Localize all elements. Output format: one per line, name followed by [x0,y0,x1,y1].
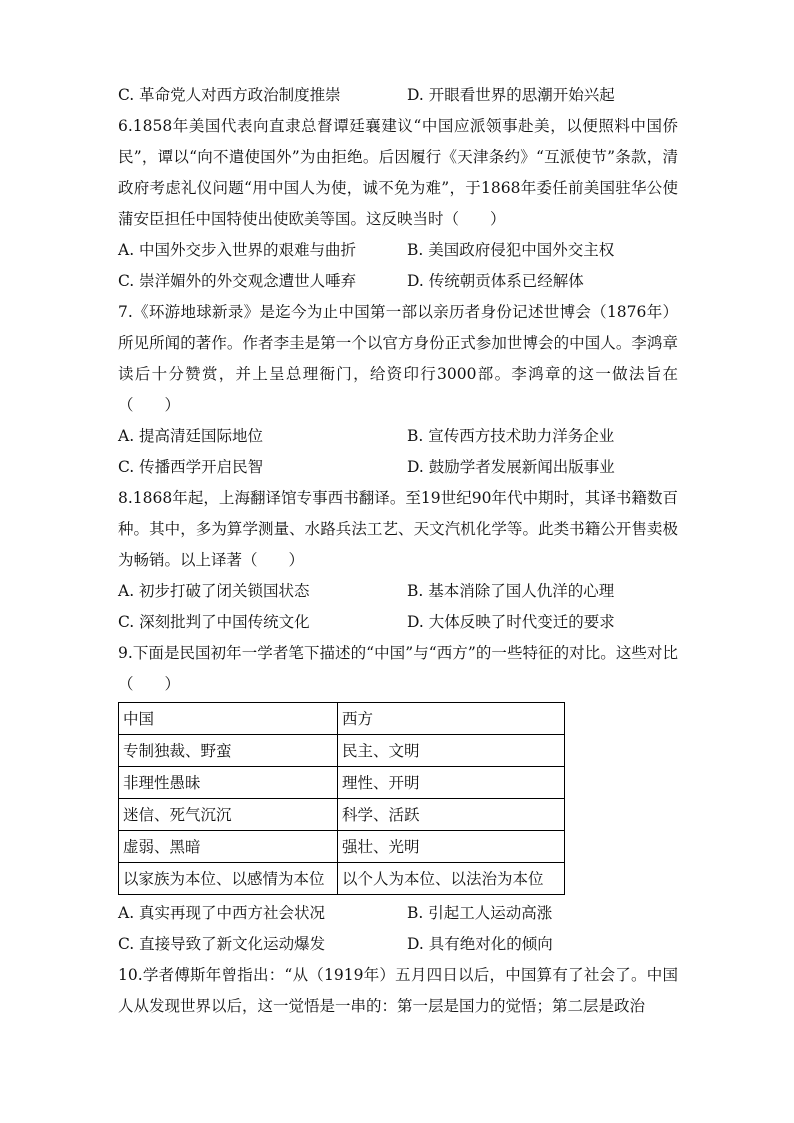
q8-option-d: D. 大体反映了时代变迁的要求 [407,613,615,631]
q9-options-row-2 [118,929,678,960]
table-header-china: 中国 [119,703,338,735]
table-row [119,863,565,895]
q6-stem: 6.1858年美国代表向直隶总督谭廷襄建议“中国应派领事赴美，以便照料中国侨民”，谭以“向不遣使国外”为由拒绝。后因履行《天津条约》“互派使节”条款，清政府考虑礼仪问题“用中国人为使，诚不免为难”，于1868年委任前美国驻华公使蒲安臣担任中国特使出使欧美等国。这反映当时（ ） [118,117,678,228]
q5-option-c: C. 革命党人对西方政治制度推崇 [118,86,341,104]
table-header-row [119,703,565,735]
q5-option-d: D. 开眼看世界的思潮开始兴起 [407,86,615,104]
table-cell: 以个人为本位、以法治为本位 [338,863,565,895]
q6-option-b: B. 美国政府侵犯中国外交主权 [407,241,615,259]
q9-options-row-1 [118,898,678,929]
table-cell: 专制独裁、野蛮 [119,735,338,767]
table-cell: 强壮、光明 [338,831,565,863]
table-cell: 迷信、死气沉沉 [119,799,338,831]
q8-stem: 8.1868年起，上海翻译馆专事西书翻译。至19世纪90年代中期时，其译书籍数百种。其中，多为算学测量、水路兵法工艺、天文汽机化学等。此类书籍公开售卖极为畅销。以上译著（ ） [118,489,678,569]
q6-option-a: A. 中国外交步入世界的艰难与曲折 [118,241,357,259]
q8-option-b: B. 基本消除了国人仇洋的心理 [407,582,615,600]
q5-options-row [118,80,678,111]
q9-comparison-table [118,702,565,895]
table-row [119,735,565,767]
q6-options-row-2 [118,266,678,297]
q6-options-row-1 [118,235,678,266]
q7-option-c: C. 传播西学开启民智 [118,458,264,476]
exam-page [118,80,678,1022]
q8-option-c: C. 深刻批判了中国传统文化 [118,613,310,631]
q6-option-d: D. 传统朝贡体系已经解体 [407,272,584,290]
q6-option-c: C. 崇洋媚外的外交观念遭世人唾弃 [118,272,357,290]
q7-option-b: B. 宣传西方技术助力洋务企业 [407,427,615,445]
table-row [119,799,565,831]
q8-options-row-2 [118,607,678,638]
q9-option-b: B. 引起工人运动高涨 [407,904,553,922]
q9-stem: 9.下面是民国初年一学者笔下描述的“中国”与“西方”的一些特征的对比。这些对比（ ） [118,644,678,693]
q9-option-a: A. 真实再现了中西方社会状况 [118,904,326,922]
q9-option-d: D. 具有绝对化的倾向 [407,935,553,953]
q7-options-row-1 [118,421,678,452]
q9-option-c: C. 直接导致了新文化运动爆发 [118,935,326,953]
q7-stem: 7.《环游地球新录》是迄今为止中国第一部以亲历者身份记述世博会（1876年）所见所闻的著作。作者李圭是第一个以官方身份正式参加世博会的中国人。李鸿章读后十分赞赏，并上呈总理衙门，给资印行3000部。李鸿章的这一做法旨在（ ） [118,303,678,414]
q7-options-row-2 [118,452,678,483]
table-cell: 虚弱、黑暗 [119,831,338,863]
table-header-west: 西方 [338,703,565,735]
table-cell: 非理性愚昧 [119,767,338,799]
q7-option-d: D. 鼓励学者发展新闻出版事业 [407,458,615,476]
table-row [119,767,565,799]
q8-options-row-1 [118,576,678,607]
q8-option-a: A. 初步打破了闭关锁国状态 [118,582,310,600]
table-cell: 以家族为本位、以感情为本位 [119,863,338,895]
q7-option-a: A. 提高清廷国际地位 [118,427,264,445]
table-cell: 科学、活跃 [338,799,565,831]
table-row [119,831,565,863]
table-cell: 民主、文明 [338,735,565,767]
table-cell: 理性、开明 [338,767,565,799]
q10-stem: 10.学者傅斯年曾指出：“从（1919年）五月四日以后，中国算有了社会了。中国人从发现世界以后，这一觉悟是一串的：第一层是国力的觉悟；第二层是政治 [118,966,678,1015]
